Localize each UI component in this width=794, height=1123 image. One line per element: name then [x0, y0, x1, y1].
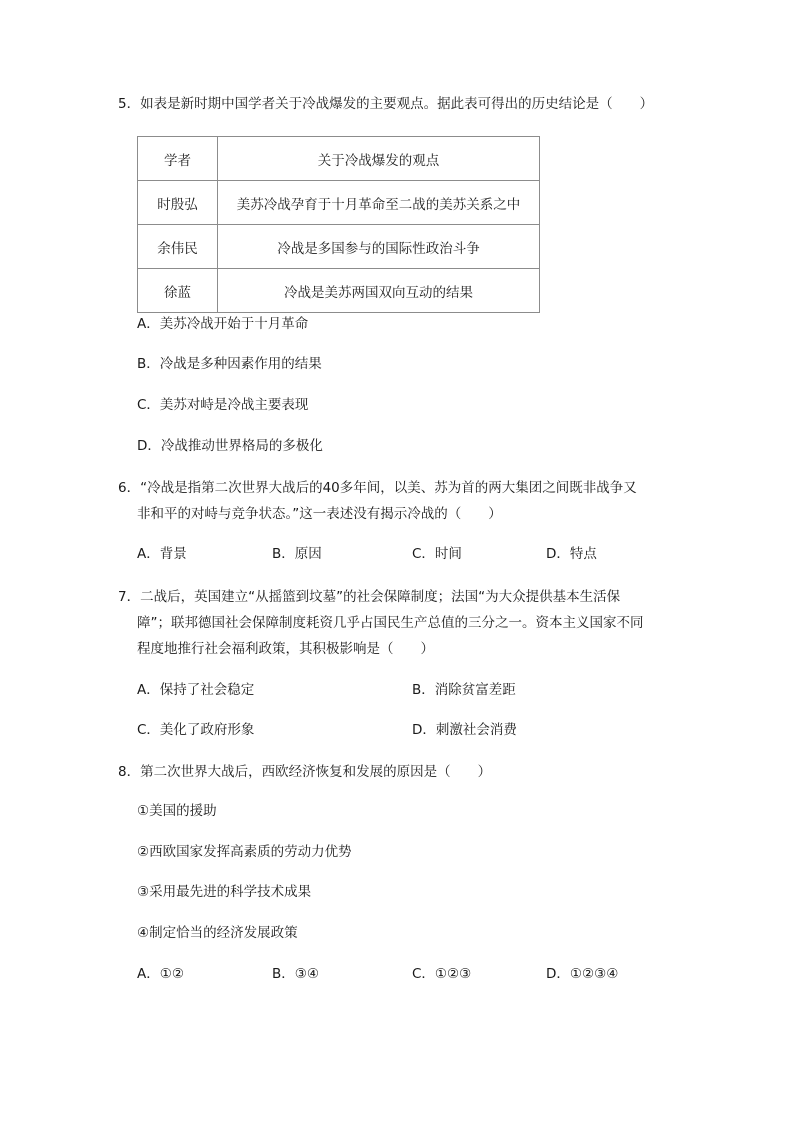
table-cell: 冷战是美苏两国双向互动的结果	[218, 269, 540, 313]
table-cell: 美苏冷战孕育于十月革命至二战的美苏关系之中	[218, 181, 540, 225]
question-7-line-2: 障”；联邦德国社会保障制度耗资几乎占国民生产总值的三分之一。资本主义国家不同	[137, 615, 644, 631]
q5-option-b[interactable]: B．冷战是多种因素作用的结果	[137, 356, 322, 372]
question-5-stem: 5．如表是新时期中国学者关于冷战爆发的主要观点。据此表可得出的历史结论是（ ）	[118, 96, 654, 112]
q6-option-c[interactable]: C．时间	[412, 546, 462, 562]
q7-option-d[interactable]: D．刺激社会消费	[412, 722, 517, 738]
question-7-line-1: 7．二战后，英国建立“从摇篮到坟墓”的社会保障制度；法国“为大众提供基本生活保	[118, 589, 621, 605]
q7-option-c[interactable]: C．美化了政府形象	[137, 722, 255, 738]
table-row	[138, 225, 540, 269]
table-row	[138, 181, 540, 225]
q8-option-a[interactable]: A．①②	[137, 966, 184, 982]
scholar-table	[137, 136, 540, 313]
q8-option-c[interactable]: C．①②③	[412, 966, 472, 982]
q8-option-b[interactable]: B．③④	[272, 966, 319, 982]
table-header-cell: 学者	[138, 137, 218, 181]
q5-option-c[interactable]: C．美苏对峙是冷战主要表现	[137, 397, 309, 413]
q6-option-d[interactable]: D．特点	[546, 546, 597, 562]
q6-option-a[interactable]: A．背景	[137, 546, 187, 562]
q8-item-1: ①美国的援助	[137, 803, 217, 819]
q7-option-a[interactable]: A．保持了社会稳定	[137, 682, 255, 698]
table-header-cell: 关于冷战爆发的观点	[218, 137, 540, 181]
q7-option-b[interactable]: B．消除贫富差距	[412, 682, 516, 698]
question-6-line-1: 6．“冷战是指第二次世界大战后的40多年间，以美、苏为首的两大集团之间既非战争又	[118, 480, 637, 496]
table-cell: 时殷弘	[138, 181, 218, 225]
q5-option-d[interactable]: D．冷战推动世界格局的多极化	[137, 438, 323, 454]
q8-option-d[interactable]: D．①②③④	[546, 966, 619, 982]
q8-item-2: ②西欧国家发挥高素质的劳动力优势	[137, 844, 352, 860]
q6-option-b[interactable]: B．原因	[272, 546, 322, 562]
table-row	[138, 269, 540, 313]
table-cell: 冷战是多国参与的国际性政治斗争	[218, 225, 540, 269]
table-cell: 余伟民	[138, 225, 218, 269]
question-7-line-3: 程度地推行社会福利政策，其积极影响是（ ）	[137, 641, 434, 657]
table-header-row	[138, 137, 540, 181]
question-8-stem: 8．第二次世界大战后，西欧经济恢复和发展的原因是（ ）	[118, 764, 492, 780]
q8-item-3: ③采用最先进的科学技术成果	[137, 884, 312, 900]
q5-option-a[interactable]: A．美苏冷战开始于十月革命	[137, 316, 309, 332]
table-cell: 徐蓝	[138, 269, 218, 313]
question-6-line-2: 非和平的对峙与竞争状态。”这一表述没有揭示冷战的（ ）	[137, 506, 502, 522]
q8-item-4: ④制定恰当的经济发展政策	[137, 925, 298, 941]
